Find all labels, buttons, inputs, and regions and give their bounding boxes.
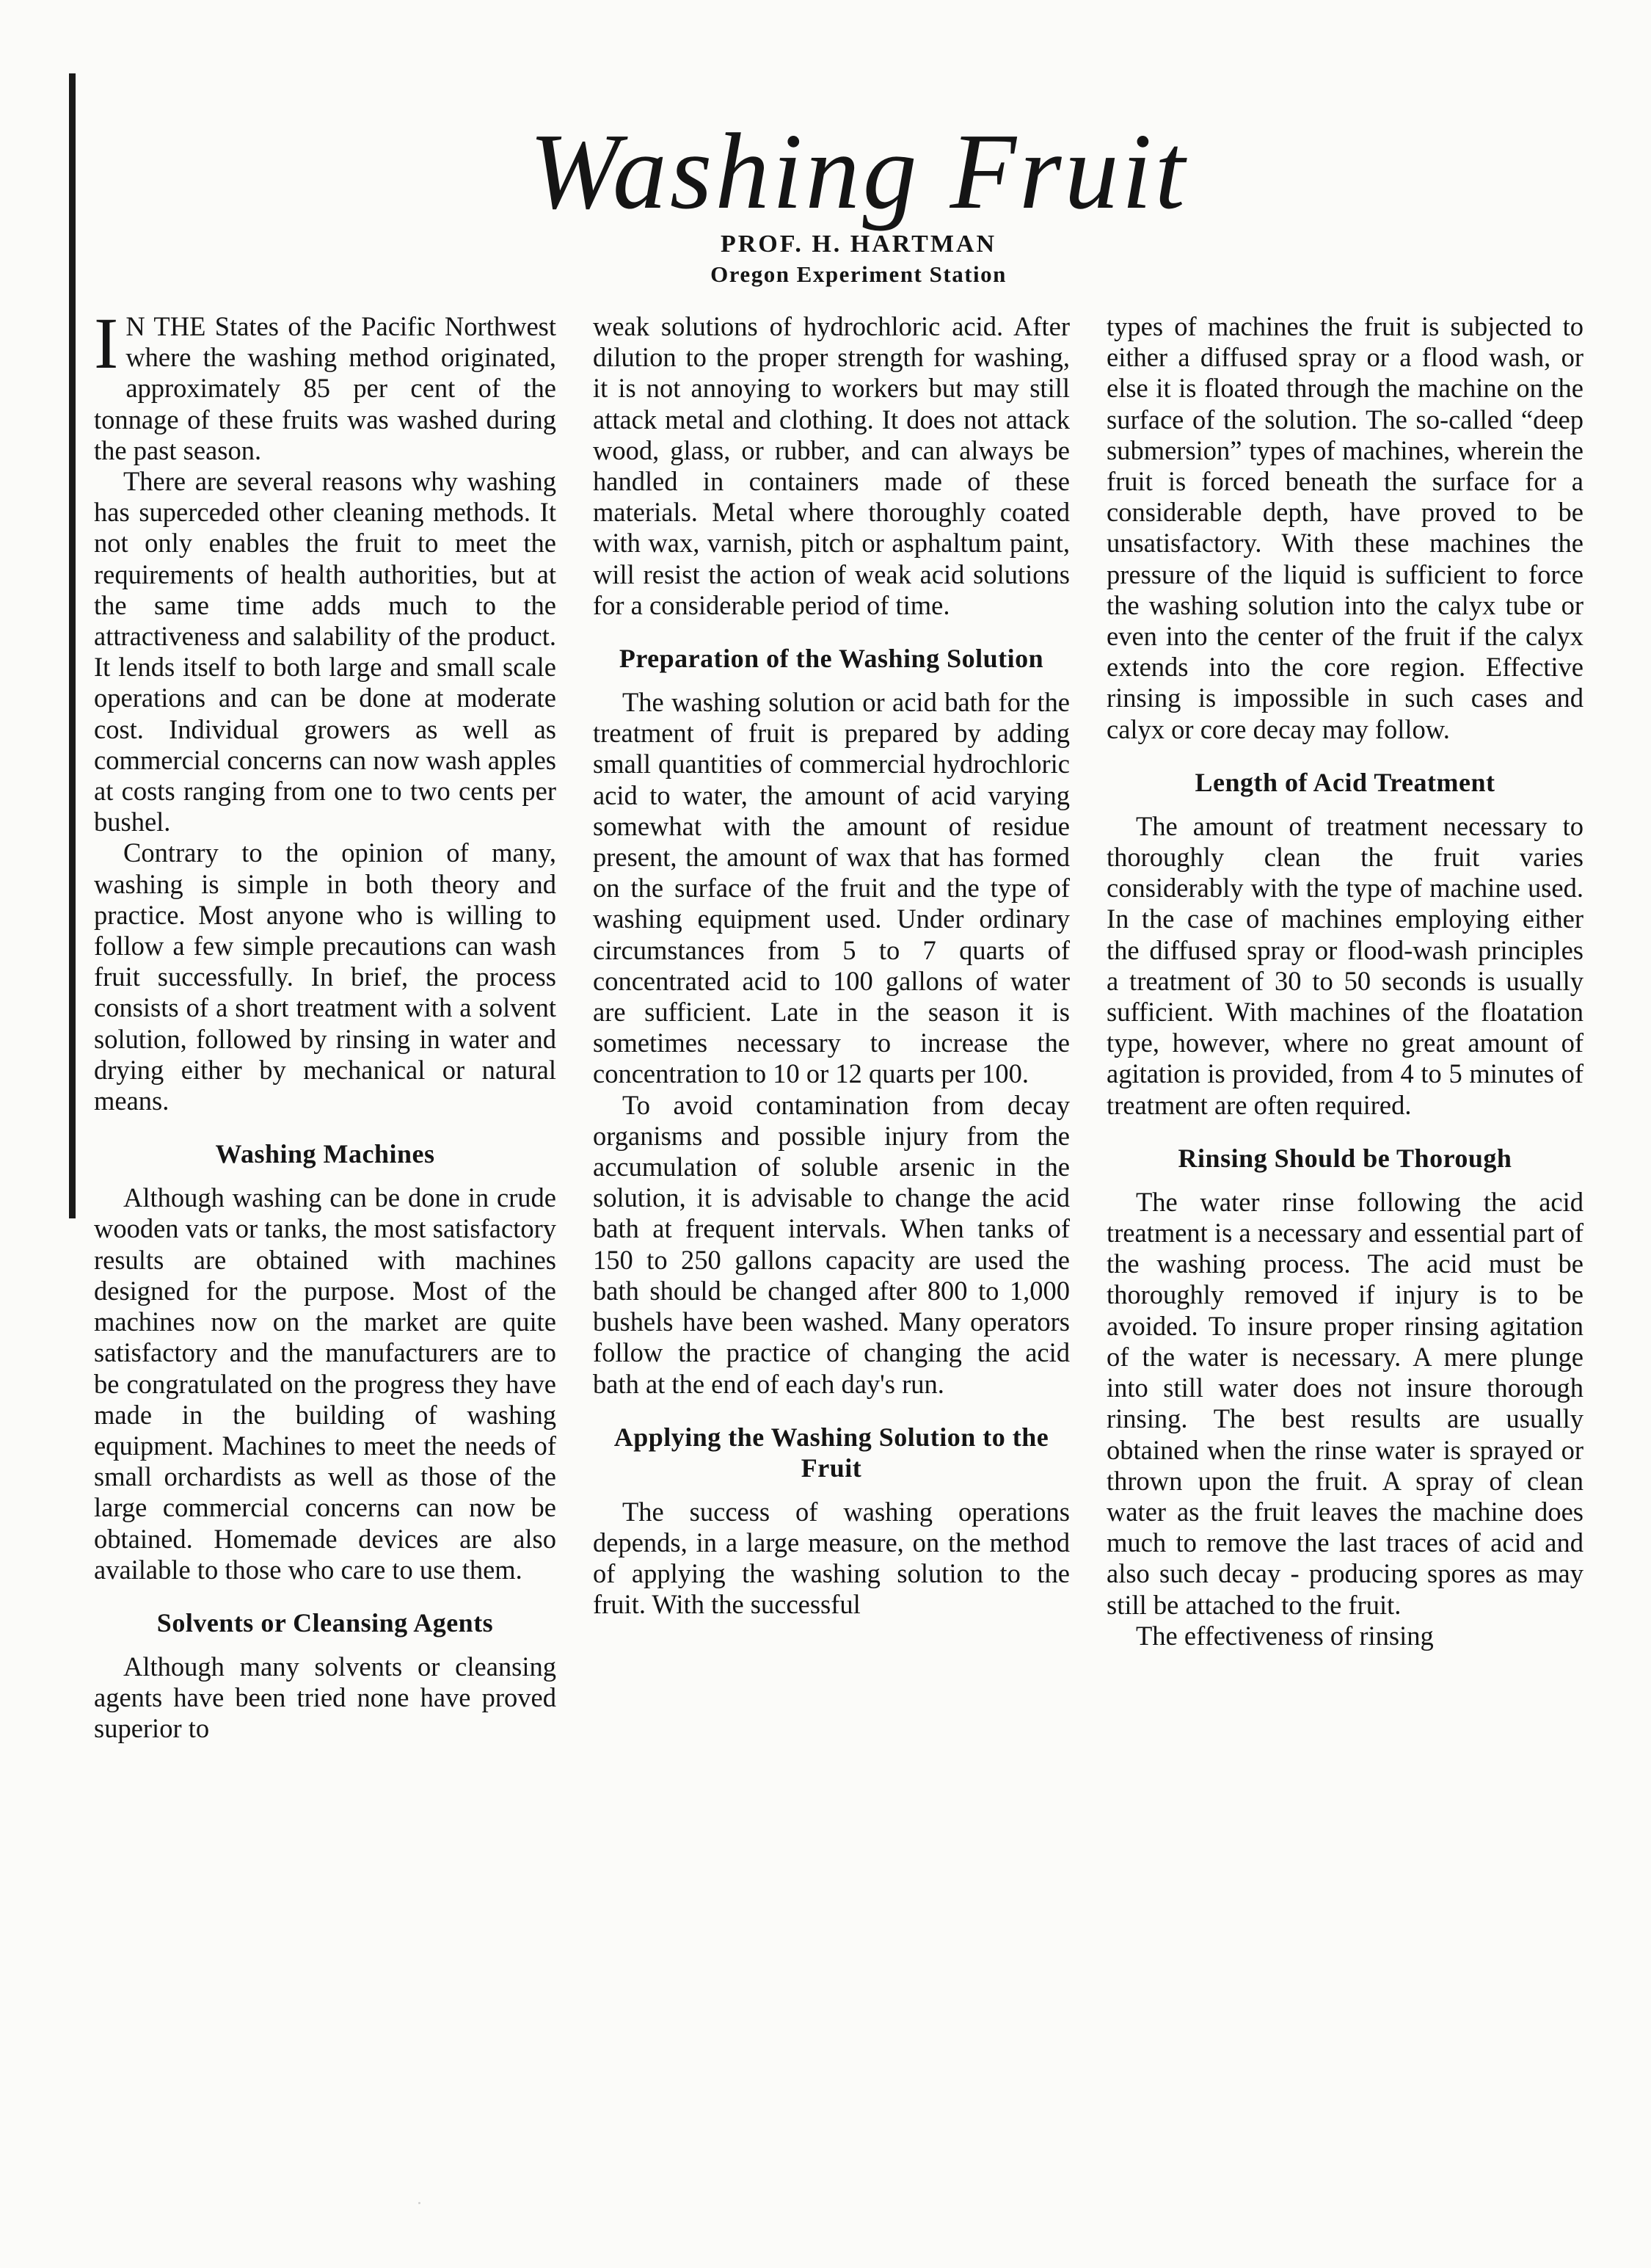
article-title: Washing Fruit	[529, 112, 1188, 232]
section-heading: Length of Acid Treatment	[1195, 767, 1495, 797]
drop-cap: I	[94, 302, 119, 384]
paragraph: The success of washing operations depends, in a large measure, on the method of applying the washing solution to the fruit. With the successful	[593, 1496, 1070, 1620]
paragraph: Although many solvents or cleansing agents have been tried none have proved superior to	[94, 1651, 556, 1744]
section-heading: Washing Machines	[215, 1139, 435, 1169]
column-2	[593, 311, 1070, 1621]
paragraph: To avoid contamination from decay organisms and possible injury from the accumulation of soluble arsenic in the solution, it is advisable to change the acid bath at frequent intervals. When tanks of 150 to 250 gallons capacity are used the bath should be changed after 800 to 1,000 bushels have been washed. Many operators follow the practice of changing the acid bath at the end of each day's run.	[593, 1089, 1070, 1399]
page-speck	[418, 2202, 420, 2204]
section-heading: Rinsing Should be Thorough	[1178, 1143, 1512, 1173]
section-heading: Preparation of the Washing Solution	[619, 644, 1044, 674]
paragraph: The amount of treatment necessary to thoroughly clean the fruit varies considerably with the type of machine used. In the case of machines employing either the diffused spray or flood-wash principles a treatment of 30 to 50 seconds is usually sufficient. With machines of the floatation type, however, where no great amount of agitation is provided, from 4 to 5 minutes of treatment are often required.	[1107, 810, 1583, 1120]
author-affiliation: Oregon Experiment Station	[710, 261, 1007, 287]
paragraph: The effectiveness of rinsing	[1136, 1620, 1434, 1651]
paragraph: The washing solution or acid bath for the treatment of fruit is prepared by adding small quantities of commercial hydrochloric acid to water, the amount of acid varying somewhat with the amount of residue present, the amount of wax that has formed on the surface of the fruit and the type of washing equipment used. Under ordinary circumstances from 5 to 7 quarts of concentrated acid to 100 gallons of water are sufficient. Late in the season it is sometimes necessary to increase the concentration to 10 or 12 quarts per 100.	[593, 687, 1070, 1089]
paragraph: Contrary to the opinion of many, washing is simple in both theory and practice. Most anyone who is willing to follow a few simple precautions can wash fruit successfully. In brief, the process consists of a short treatment with a solvent solution, followed by rinsing in water and drying either by mechanical or natural means.	[94, 837, 556, 1116]
column-3	[1107, 311, 1583, 1651]
column-1	[94, 302, 556, 1745]
paragraph: types of machines the fruit is subjected to either a diffused spray or a flood wash, or else it is floated through the machine on the surface of the solution. The so-called “deep submersion” types of machines, wherein the fruit is forced beneath the surface for a considerable depth, have proved to be unsatisfactory. With these machines the pressure of the liquid is sufficient to force the washing solution into the calyx tube or even into the center of the fruit if the calyx extends into the core region. Effective rinsing is impossible in such cases and calyx or core decay may follow.	[1107, 311, 1583, 744]
paragraph: Although washing can be done in crude wooden vats or tanks, the most satisfactory results are obtained with machines designed for the purpose. Most of the machines now on the market are quite satisfactory and the manufacturers are to be congratulated on the progress they have made in the building of washing equipment. Machines to meet the needs of small orchardists as well as those of the large commercial concerns can now be obtained. Homemade devices are also available to those who care to use them.	[94, 1182, 556, 1585]
author-name: PROF. H. HARTMAN	[720, 230, 997, 258]
paragraph: The water rinse following the acid treatment is a necessary and essential part of the washing process. The acid must be thoroughly removed if injury is to be avoided. To insure proper rinsing agitation of the water is necessary. A mere plunge into still water does not insure thorough rinsing. The best results are usually obtained when the rinse water is sprayed or thrown upon the fruit. A spray of clean water as the fruit leaves the machine does much to remove the last traces of acid and also such decay - producing spores as may still be attached to the fruit.	[1107, 1186, 1583, 1620]
section-heading: Solvents or Cleansing Agents	[156, 1607, 494, 1638]
paragraph: There are several reasons why washing has superceded other cleaning methods. It not only enables the fruit to meet the requirements of health authorities, but at the same time adds much to the attractiveness and salability of the product. It lends itself to both large and small scale operations and can be done at moderate cost. Individual growers as well as commercial concerns can now wash apples at costs ranging from one to two cents per bushel.	[94, 466, 556, 837]
paragraph	[94, 302, 556, 466]
paragraph: weak solutions of hydrochloric acid. After dilution to the proper strength for washing, it is not annoying to workers but may still attack metal and clothing. It does not attack wood, glass, or rubber, and can always be handled in containers made of these materials. Metal where thoroughly coated with wax, varnish, pitch or asphaltum paint, will resist the action of weak acid solutions for a considerable period of time.	[593, 311, 1070, 620]
paragraph-text: N THE States of the Pacific Northwest where the washing method originated, approximately 85 per cent of the tonnage of these fruits was washed during the past season.	[94, 311, 556, 465]
section-heading: Applying the Washing Solution to the Fruit	[613, 1422, 1049, 1483]
